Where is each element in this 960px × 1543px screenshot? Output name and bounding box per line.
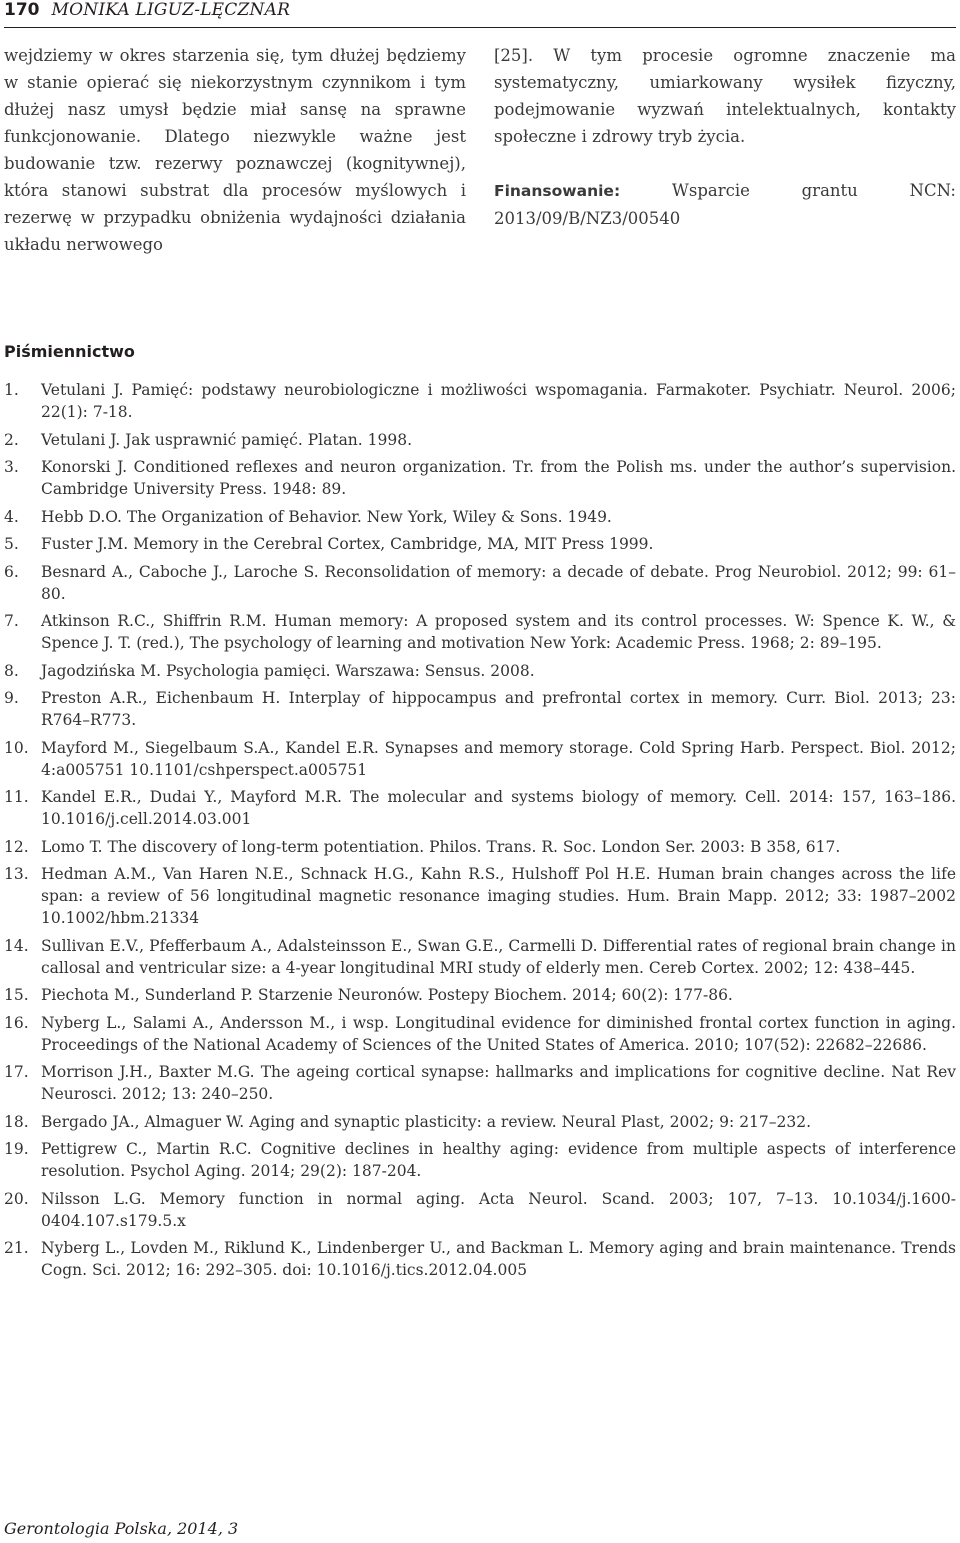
reference-item [4, 429, 956, 451]
page-number: 170 [4, 0, 40, 20]
funding-note [494, 177, 956, 232]
reference-number: 12. [4, 837, 29, 856]
reference-number: 19. [4, 1140, 29, 1158]
reference-item [4, 533, 956, 555]
reference-item [4, 984, 956, 1006]
reference-number: 10. [4, 738, 29, 757]
reference-text: Fuster J.M. Memory in the Cerebral Cortex, Cambridge, MA, MIT Press 1999. [41, 535, 654, 553]
reference-number: 13. [4, 865, 29, 883]
reference-item [4, 836, 956, 858]
reference-number: 20. [4, 1189, 29, 1208]
reference-number: 9. [4, 689, 19, 707]
reference-text: Jagodzińska M. Psychologia pamięci. Warszawa: Sensus. 2008. [41, 661, 535, 680]
reference-text: Morrison J.H., Baxter M.G. The ageing cortical synapse: hallmarks and implications for cognitive decline. Nat Rev Neurosci. 2012; 13: 240–250. [41, 1063, 956, 1103]
reference-text: Preston A.R., Eichenbaum H. Interplay of hippocampus and prefrontal cortex in memory. Curr. Biol. 2013; 23: R764–R773. [41, 689, 956, 729]
reference-text: Nilsson L.G. Memory function in normal aging. Acta Neurol. Scand. 2003; 107, 7–13. 10.1034/j.1600-0404.107.s179.5.x [41, 1189, 956, 1230]
reference-number: 8. [4, 661, 19, 680]
reference-item [4, 1188, 956, 1232]
reference-text: Hedman A.M., Van Haren N.E., Schnack H.G., Kahn R.S., Hulshoff Pol H.E. Human brain changes across the life span: a review of 56 longitudinal magnetic resonance imaging studies. Hum. Brain Mapp. 2012; 33: 1987–2002 10.1002/hbm.21334 [41, 865, 956, 927]
reference-item [4, 863, 956, 929]
reference-text: Lomo T. The discovery of long-term potentiation. Philos. Trans. R. Soc. London Ser. 2003: B 358, 617. [41, 837, 841, 856]
body-paragraph: [25]. W tym procesie ogromne znaczenie ma systematyczny, umiarkowany wysiłek fizyczny, podejmowanie wyzwań intelektualnych, kontakty społeczne i zdrowy tryb życia. [494, 46, 956, 146]
running-head-author: MONIKA LIGUZ-LĘCZNAR [51, 0, 291, 20]
reference-number: 7. [4, 612, 19, 630]
reference-item [4, 561, 956, 605]
reference-item [4, 935, 956, 979]
body-column-right [494, 42, 956, 232]
reference-number: 3. [4, 458, 19, 476]
reference-number: 21. [4, 1239, 29, 1257]
reference-item [4, 660, 956, 682]
reference-number: 5. [4, 535, 19, 553]
references-heading: Piśmiennictwo [4, 342, 135, 361]
reference-item [4, 379, 956, 423]
reference-item [4, 687, 956, 731]
reference-text: Konorski J. Conditioned reflexes and neuron organization. Tr. from the Polish ms. under the author’s supervision. Cambridge University Press. 1948: 89. [41, 458, 956, 498]
reference-number: 6. [4, 562, 19, 581]
reference-text: Besnard A., Caboche J., Laroche S. Reconsolidation of memory: a decade of debate. Prog Neurobiol. 2012; 99: 61–80. [41, 562, 956, 603]
reference-number: 17. [4, 1063, 29, 1081]
reference-text: Kandel E.R., Dudai Y., Mayford M.R. The molecular and systems biology of memory. Cell. 2014: 157, 163–186. 10.1016/j.cell.2014.03.001 [41, 788, 956, 828]
references-list [4, 379, 956, 1287]
reference-text: Bergado JA., Almaguer W. Aging and synaptic plasticity: a review. Neural Plast, 2002; 9: 217–232. [41, 1112, 812, 1131]
reference-text: Vetulani J. Pamięć: podstawy neurobiologiczne i możliwości wspomagania. Farmakoter. Psychiatr. Neurol. 2006; 22(1): 7-18. [41, 381, 956, 421]
reference-number: 16. [4, 1013, 29, 1032]
reference-text: Nyberg L., Salami A., Andersson M., i wsp. Longitudinal evidence for diminished frontal cortex function in aging. Proceedings of the National Academy of Sciences of the United States of America. 2010; 107(52): 22682–22686. [41, 1013, 956, 1054]
reference-item [4, 1138, 956, 1182]
header-rule [4, 27, 956, 28]
reference-item [4, 786, 956, 830]
reference-text: Mayford M., Siegelbaum S.A., Kandel E.R. Synapses and memory storage. Cold Spring Harb. Perspect. Biol. 2012; 4:a005751 10.1101/cshperspect.a005751 [41, 738, 956, 779]
reference-text: Hebb D.O. The Organization of Behavior. New York, Wiley & Sons. 1949. [41, 507, 612, 526]
reference-text: Vetulani J. Jak usprawnić pamięć. Platan. 1998. [41, 430, 413, 449]
reference-item [4, 737, 956, 781]
page-header [4, 0, 290, 26]
reference-item [4, 610, 956, 654]
reference-text: Atkinson R.C., Shiffrin R.M. Human memory: A proposed system and its control processes. W: Spence K. W., & Spence J. T. (red.), The psychology of learning and motivation New York: Academic Press. 1968; 2: 89–195. [41, 612, 956, 652]
reference-item [4, 506, 956, 528]
reference-number: 4. [4, 507, 19, 526]
reference-number: 2. [4, 430, 19, 449]
reference-item [4, 1237, 956, 1281]
reference-number: 14. [4, 936, 29, 955]
reference-number: 1. [4, 381, 19, 399]
reference-number: 15. [4, 986, 29, 1004]
reference-number: 18. [4, 1112, 29, 1131]
journal-footer: Gerontologia Polska, 2014, 3 [4, 1519, 239, 1538]
reference-text: Pettigrew C., Martin R.C. Cognitive declines in healthy aging: evidence from multiple aspects of interference resolution. Psychol Aging. 2014; 29(2): 187-204. [41, 1140, 956, 1180]
body-column-left [4, 42, 466, 258]
reference-item [4, 456, 956, 500]
reference-number: 11. [4, 788, 29, 806]
funding-label: Finansowanie: [494, 182, 621, 200]
reference-text: Piechota M., Sunderland P. Starzenie Neuronów. Postepy Biochem. 2014; 60(2): 177-86. [41, 986, 733, 1004]
reference-text: Sullivan E.V., Pfefferbaum A., Adalsteinsson E., Swan G.E., Carmelli D. Differential rates of regional brain change in callosal and ventricular size: a 4-year longitudinal MRI study of elderly men. Cereb Cortex. 2002; 12: 438–445. [41, 936, 956, 977]
reference-item [4, 1111, 956, 1133]
funding-text: Wsparcie grantu NCN: 2013/09/B/NZ3/00540 [494, 181, 956, 228]
reference-item [4, 1061, 956, 1105]
reference-item [4, 1012, 956, 1056]
reference-text: Nyberg L., Lovden M., Riklund K., Lindenberger U., and Backman L. Memory aging and brain maintenance. Trends Cogn. Sci. 2012; 16: 292–305. doi: 10.1016/j.tics.2012.04.005 [41, 1239, 956, 1279]
body-paragraph: wejdziemy w okres starzenia się, tym dłużej będziemy w stanie opierać się niekorzystnym czynnikom i tym dłużej nasz umysł będzie miał sansę na sprawne funkcjonowanie. Dlatego niezwykle ważne jest budowanie tzw. rezerwy poznawczej (kognitywnej), która stanowi substrat dla procesów myślowych i rezerwę w przypadku obniżenia wydajności działania układu nerwowego [4, 46, 466, 254]
